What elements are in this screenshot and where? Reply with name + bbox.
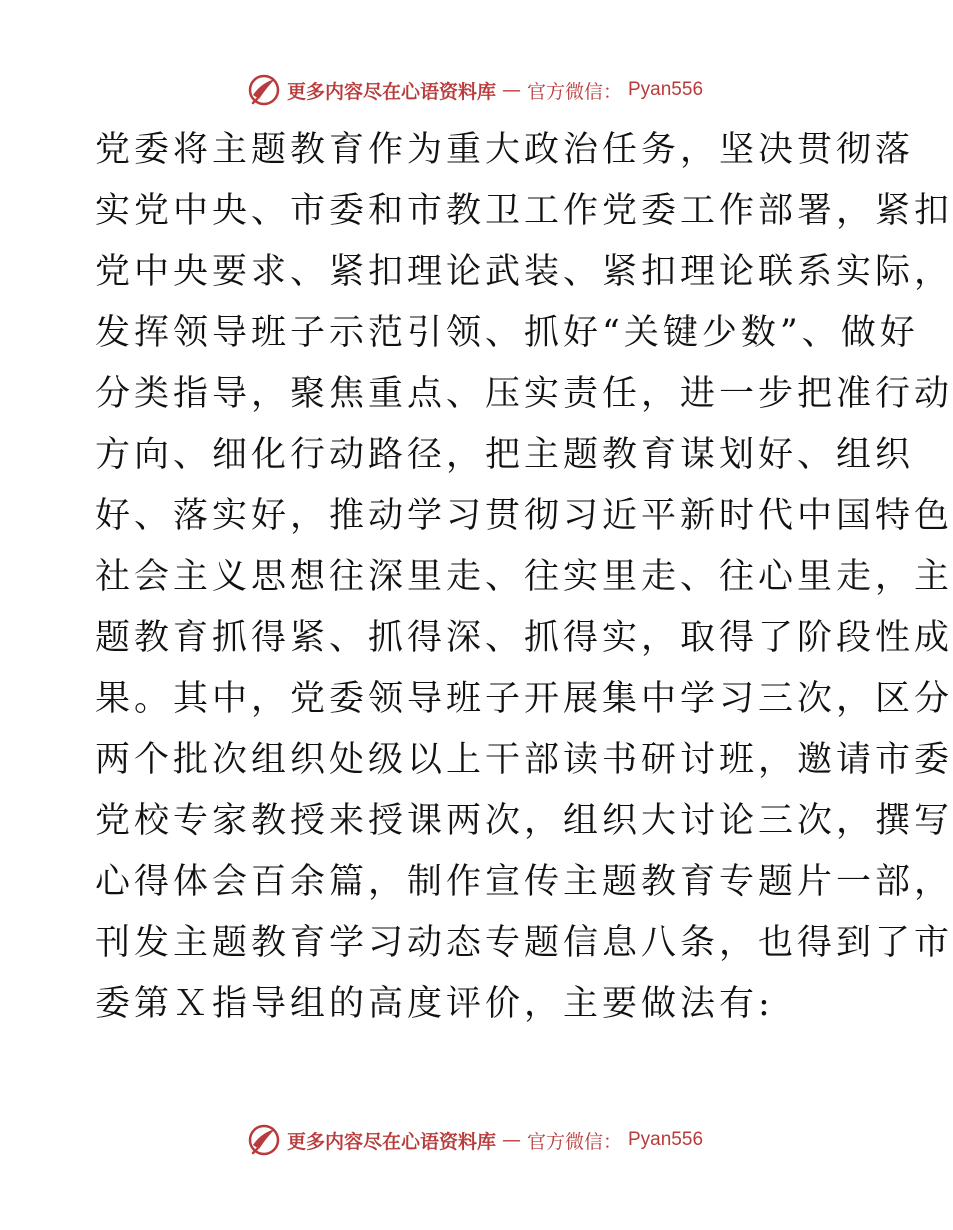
body-line: 方向、细化行动路径，把主题教育谋划好、组织 (95, 435, 915, 475)
body-line: 委第Ｘ指导组的高度评价，主要做法有: (95, 984, 774, 1024)
header-banner (0, 70, 950, 110)
body-line: 题教育抓得紧、抓得深、抓得实，取得了阶段性成 (95, 618, 953, 658)
body-line: 好、落实好，推动学习贯彻习近平新时代中国特色 (95, 496, 953, 536)
body-line: 两个批次组织处级以上干部读书研讨班，邀请市委 (95, 740, 953, 780)
body-line: 党委将主题教育作为重大政治任务，坚决贯彻落 (95, 130, 915, 170)
footer-banner-wechat-id: Pyan556 (628, 1129, 704, 1150)
banner-wechat-id: Pyan556 (628, 79, 704, 100)
body-line: 分类指导，聚焦重点、压实责任，进一步把准行动 (95, 374, 953, 414)
banner-official-label: 官方微信： (526, 80, 622, 103)
document-body (95, 120, 953, 1035)
body-line: 果。其中，党委领导班子开展集中学习三次，区分 (95, 679, 953, 719)
footer-banner (0, 1120, 950, 1160)
body-line: 发挥领导班子示范引领、抓好“关键少数”、做好 (95, 313, 919, 353)
pen-logo-icon (247, 1123, 281, 1157)
body-line: 党中央要求、紧扣理论武装、紧扣理论联系实际， (95, 252, 953, 292)
banner-separator: — (501, 79, 521, 101)
body-line: 心得体会百余篇，制作宣传主题教育专题片一部， (95, 862, 953, 902)
body-line: 刊发主题教育学习动态专题信息八条，也得到了市 (95, 923, 953, 963)
pen-logo-icon (247, 73, 281, 107)
footer-banner-official-label: 官方微信： (526, 1130, 622, 1153)
body-line: 实党中央、市委和市教卫工作党委工作部署，紧扣 (95, 191, 953, 231)
footer-banner-text: 更多内容尽在心语资料库 (286, 1130, 496, 1153)
footer-banner-separator: — (501, 1129, 521, 1151)
banner-text: 更多内容尽在心语资料库 (286, 80, 496, 103)
body-line: 党校专家教授来授课两次，组织大讨论三次，撰写 (95, 801, 953, 841)
body-line: 社会主义思想往深里走、往实里走、往心里走，主 (95, 557, 953, 597)
